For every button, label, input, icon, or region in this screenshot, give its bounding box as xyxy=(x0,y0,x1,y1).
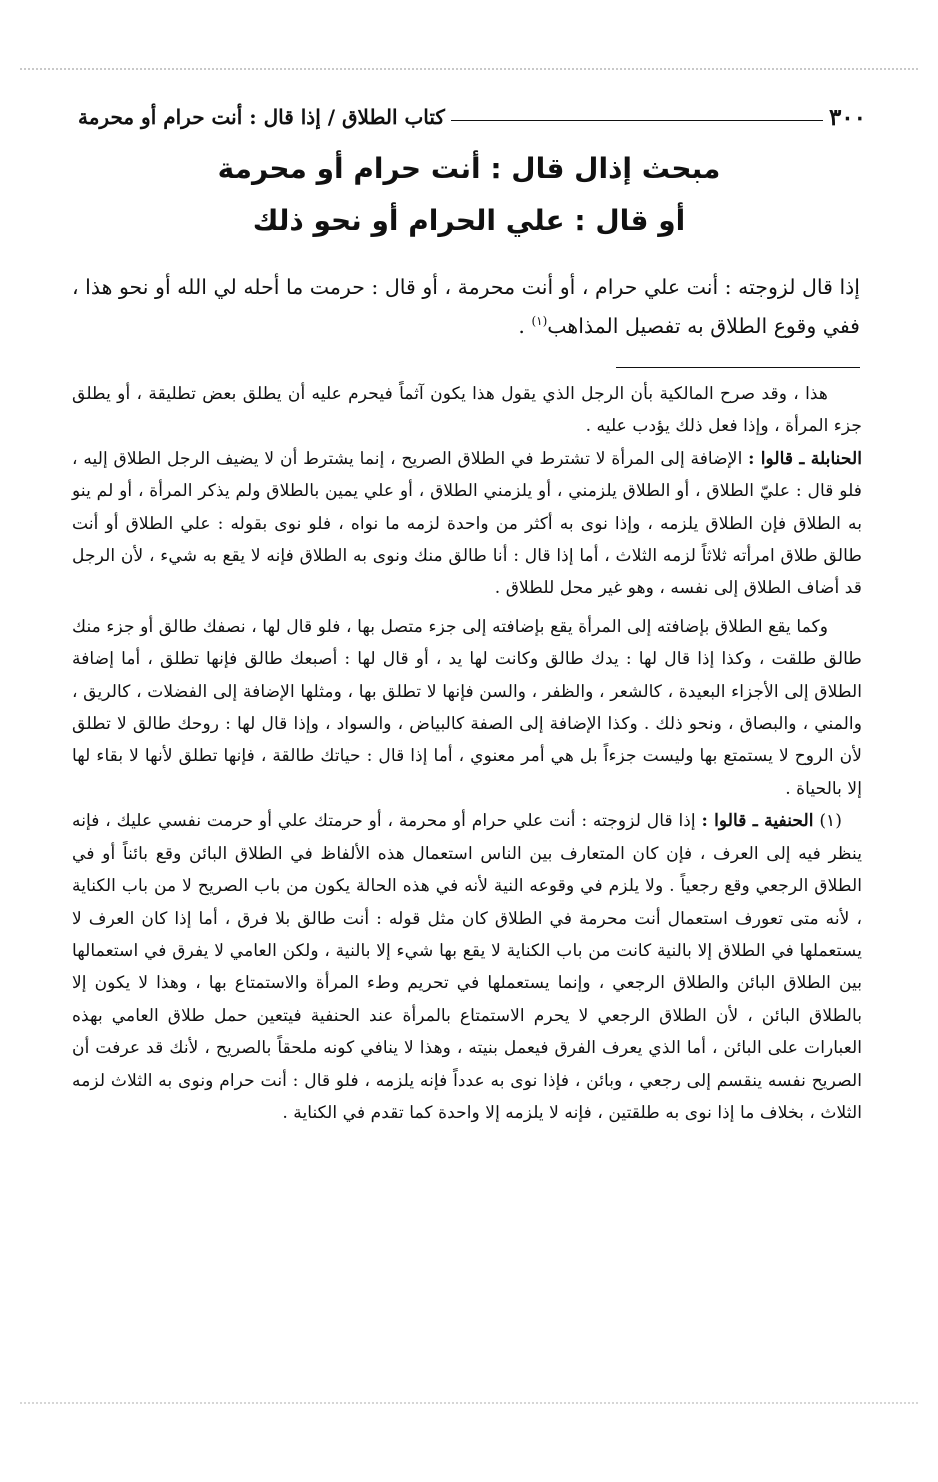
footnote-separator xyxy=(616,367,860,368)
footnote-ref: (١) xyxy=(531,314,548,329)
madhhab-label-hanbali: الحنابلة ـ قالوا : xyxy=(748,448,862,469)
section-heading-line-2: أو قال : علي الحرام أو نحو ذلك xyxy=(252,204,686,237)
running-title: كتاب الطلاق / إذا قال : أنت حرام أو محرمة xyxy=(78,105,445,129)
madhhab-label-hanafi: الحنفية ـ قالوا : xyxy=(701,811,814,832)
intro-paragraph xyxy=(72,268,860,346)
page-header xyxy=(78,100,866,134)
footnote-number: (١) xyxy=(813,811,842,832)
intro-end: . xyxy=(518,314,532,338)
header-rule xyxy=(451,120,823,121)
note-paragraph-maliki: هذا ، وقد صرح المالكية بأن الرجل الذي يقول هذا يكون آثماً فيحرم عليه أن يطلق بعض تطليقة ، أو يطلق جزء المرأة ، وإذا فعل ذلك يؤدب عليه . xyxy=(72,384,862,437)
intro-text: إذا قال لزوجته : أنت علي حرام ، أو أنت محرمة ، أو قال : حرمت ما أحله لي الله أو نحو هذا ، ففي وقوع الطلاق به تفصيل المذاهب xyxy=(72,275,860,338)
scan-edge-top xyxy=(20,68,918,70)
note-paragraph-parts: وكما يقع الطلاق بإضافته إلى المرأة يقع بإضافته إلى جزء متصل بها ، فلو قال لها ، نصفك طالق أو جزء منك طالق طلقت ، وكذا إذا قال لها : يدك طالق وكانت لها يد ، أو قال لها : أصبعك طالق فإنها تطلق ، أما إضافة الطلاق إلى الأجزاء البعيدة ، كالشعر ، والظفر ، والسن فإنها لا تطلق بها ، ومثلها الإضافة إلى الفضلات ، كالريق ، والمني ، والبصاق ، ونحو ذلك . وكذا الإضافة إلى الصفة كالبياض ، والسواد ، وإذا قال لها : روحك طالق لا تطلق لأن الروح لا يستمتع بها وليست جزءاً بل هي أمر معنوي ، أما إذا قال : حياتك طالقة ، فإنها تطلق لأنها لا بقاء لها إلا بالحياة . xyxy=(72,616,862,799)
section-heading-line-1: مبحث إذال قال : أنت حرام أو محرمة xyxy=(217,152,721,185)
note-paragraph-hanafi: (١) الحنفية ـ قالوا : إذا قال لزوجته : أنت علي حرام أو محرمة ، أو حرمتك علي أو حرمت نفسي عليك ، فإنه ينظر فيه إلى العرف ، فإن كان المتعارف بين الناس استعمال هذه الألفاظ في الطلاق البائن وقع بائناً أو في الطلاق الرجعي وقع رجعياً . ولا يلزم في وقوعه النية لأنه في هذه الحالة يكون من باب الصريح لا من باب الكناية ، لأنه متى تعورف استعمال أنت محرمة في الطلاق كان مثل قوله : أنت طالق بلا فرق ، أما إذا كان العرف لا يستعملها في الطلاق إلا بالنية كانت من باب الكناية لا يقع بها شيء إلا بالنية ، ولكن العامي لا يفرق في استعمالها بين الطلاق البائن والطلاق الرجعي ، وإنما يستعملها في تحريم وطء المرأة والاستمتاع بها ، وهذا لا يكون إلا بالطلاق البائن ، لأن الطلاق الرجعي لا يحرم الاستمتاع بالمرأة عند الحنفية فيتعين حمل طلاق العامي بهذه العبارات على البائن ، أما الذي يعرف الفرق فيعمل بنيته ، وهذا لا ينافي كونه ملحقاً بالصريح ، لأنك قد عرفت أن الصريح نفسه ينقسم إلى رجعي ، وبائن ، فإذا نوى به عدداً فإنه يلزمه ، فلو قال : أنت حرام ونوى به الثلاث لزمه الثلاث ، بخلاف ما إذا نوى به طلقتين ، فإنه لا يلزمه إلا واحدة كما تقدم في الكناية . xyxy=(72,811,862,1123)
page-number: ٣٠٠ xyxy=(828,103,866,131)
note-paragraph-hanbali: الحنابلة ـ قالوا : الإضافة إلى المرأة لا تشترط في الطلاق الصريح ، إنما يشترط أن لا يضيف الرجل الطلاق إليه ، فلو قال : عليّ الطلاق ، أو الطلاق يلزمني ، أو يلزمني الطلاق ، أو علي يمين بالطلاق ولم يذكر المرأة ، أو لم ينو به الطلاق فإن الطلاق يلزمه ، وإذا نوى به أكثر من واحدة لزمه ما نواه ، فلو نوى بقوله : علي الطلاق أو أنت طالق طلاق امرأته ثلاثاً لزمه الثلاث ، أما إذا قال : أنا طالق منك ونوى به الطلاق فإنه لا يقع به شيء ، لأن الرجل قد أضاف الطلاق إلى نفسه ، وهو غير محل للطلاق . xyxy=(72,448,862,599)
footnotes xyxy=(72,378,862,1129)
scan-edge-bottom xyxy=(20,1402,918,1404)
